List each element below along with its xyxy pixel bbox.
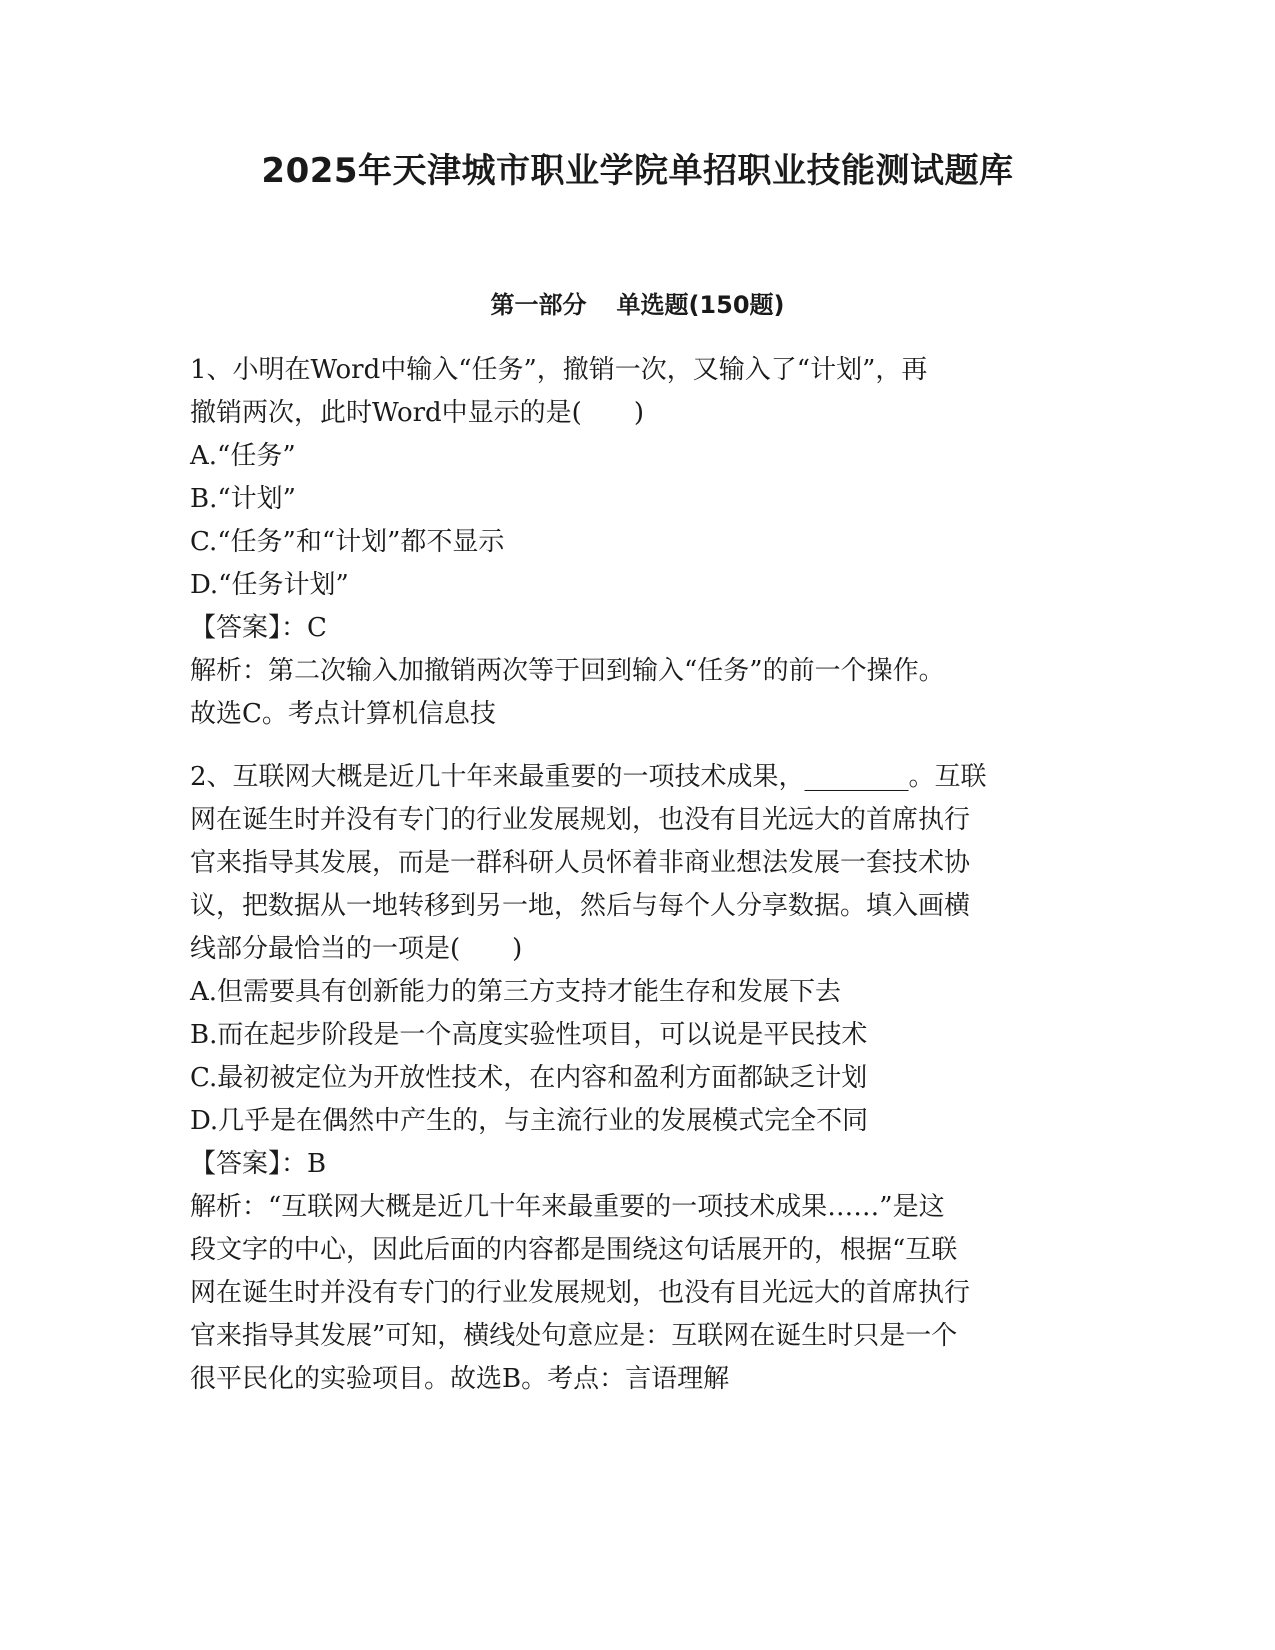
analysis-line: 很平民化的实验项目。故选B。考点：言语理解 [190,1364,730,1394]
option-a: A.“任务” [190,441,296,471]
question-stem-line: 2、互联网大概是近几十年来最重要的一项技术成果，________。互联 [190,762,987,792]
question-stem-line: 1、小明在Word中输入“任务”，撤销一次，又输入了“计划”，再 [190,355,928,385]
section-label: 第一部分 [490,291,587,319]
section-heading [0,288,1275,322]
option-c: C.最初被定位为开放性技术，在内容和盈利方面都缺乏计划 [190,1063,868,1093]
question-1 [190,349,1070,736]
question-stem-line: 线部分最恰当的一项是( ) [190,934,523,964]
option-b: B.“计划” [190,484,296,514]
document-title: 2025年天津城市职业学院单招职业技能测试题库 [261,151,1014,191]
analysis-line: 解析：第二次输入加撤销两次等于回到输入“任务”的前一个操作。 [190,656,945,686]
option-d: D.“任务计划” [190,570,349,600]
question-stem-line: 网在诞生时并没有专门的行业发展规划，也没有目光远大的首席执行 [190,805,971,835]
question-list [190,349,1070,1401]
analysis-line: 官来指导其发展”可知，横线处句意应是：互联网在诞生时只是一个 [190,1321,958,1351]
option-d: D.几乎是在偶然中产生的，与主流行业的发展模式完全不同 [190,1106,869,1136]
question-2 [190,756,1070,1401]
analysis-line: 解析：“互联网大概是近几十年来最重要的一项技术成果……”是这 [190,1192,945,1222]
section-name: 单选题(150题) [616,291,785,319]
question-stem-line: 议，把数据从一地转移到另一地，然后与每个人分享数据。填入画横 [190,891,971,921]
question-stem-line: 撤销两次，此时Word中显示的是( ) [190,398,644,428]
analysis-line: 网在诞生时并没有专门的行业发展规划，也没有目光远大的首席执行 [190,1278,971,1308]
option-b: B.而在起步阶段是一个高度实验性项目，可以说是平民技术 [190,1020,868,1050]
option-c: C.“任务”和“计划”都不显示 [190,527,505,557]
option-a: A.但需要具有创新能力的第三方支持才能生存和发展下去 [190,977,842,1007]
answer: 【答案】：B [190,1149,327,1179]
analysis-line: 故选C。考点计算机信息技 [190,699,496,729]
analysis-line: 段文字的中心，因此后面的内容都是围绕这句话展开的，根据“互联 [190,1235,958,1265]
question-stem-line: 官来指导其发展，而是一群科研人员怀着非商业想法发展一套技术协 [190,848,971,878]
answer: 【答案】：C [190,613,327,643]
